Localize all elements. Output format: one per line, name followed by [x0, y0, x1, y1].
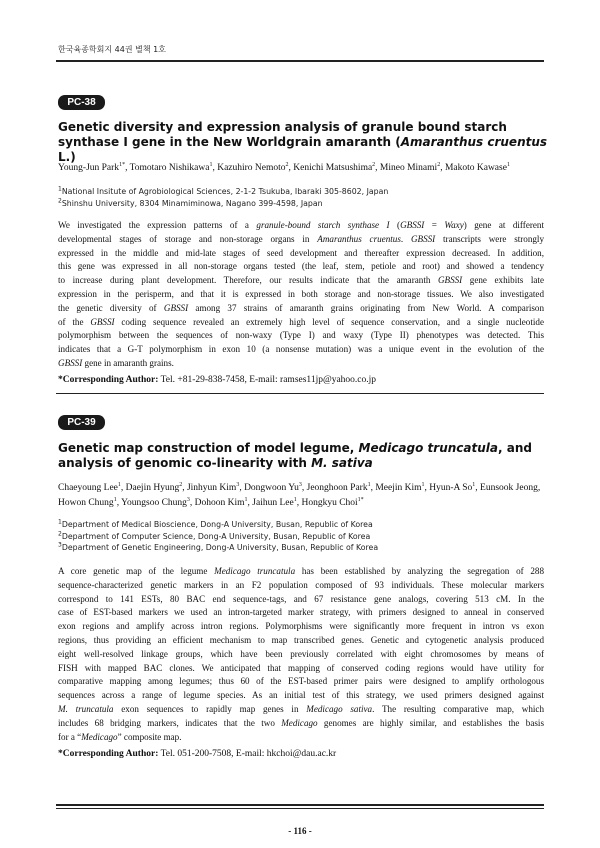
- authors: Young-Jun Park$^{1*}$, Tomotaro Nishikawa$^1$, Kazuhiro Nemoto$^2$, Kenichi Matsushima$^2$, Mineo Minami$^2$, Makoto Kawase$^1$: [58, 161, 510, 173]
- header-rule: [56, 60, 544, 62]
- abstract-line: FISH with mapped BAC clones. We anticipated that mapping of conserved coding regions would have utility for: [58, 662, 544, 673]
- title-text: Genetic map construction of model legume,: [58, 441, 359, 455]
- entry-title: [58, 120, 548, 165]
- abstract-line: of the GBSSI coding sequence revealed an extremely high level of sequence conservation, and a single nucleotide: [58, 316, 544, 327]
- affiliations: [58, 186, 544, 209]
- affiliations: [58, 519, 544, 554]
- corresponding-label: *Corresponding Author:: [58, 749, 159, 759]
- abstract-line: GBSSI gene in amaranth grains.: [58, 357, 174, 368]
- title-text: , and analysis of genomic co-linearity with: [58, 441, 532, 470]
- abstract-line: sequence-characterized genetic markers in an F2 population composed of 93 individuals. These molecular markers: [58, 579, 544, 590]
- affiliation: $^2$Shinshu University, 8304 Minamiminowa, Nagano 399-4598, Japan: [58, 196, 323, 208]
- abstract-line: developmental stages of storage and non-storage organs in Amaranthus cruentus. GBSSI transcripts were strongly: [58, 233, 544, 244]
- corresponding-author: [58, 749, 544, 759]
- title-italic: Medicago truncatula: [358, 441, 498, 455]
- affiliation: $^1$National Insitute of Agrobiological Sciences, 2-1-2 Tsukuba, Ibaraki 305-8602, Japan: [58, 185, 389, 196]
- corresponding-contact: Tel. 051-200-7508, E-mail: hkchoi@dau.ac.kr: [158, 749, 337, 759]
- page-number: - 116 -: [288, 826, 312, 836]
- title-text: Genetic diversity and expression analysis of granule bound starch synthase I gene in the New Worldgrain amaranth (: [58, 120, 507, 149]
- abstract: [58, 219, 544, 371]
- abstract-line: includes 68 bridging markers, indicates that the two Medicago genomes are highly similar, and establishes the basis: [58, 717, 544, 728]
- corresponding-label: *Corresponding Author:: [58, 375, 159, 385]
- abstract-line: A core genetic map of the legume Medicago truncatula has been established by analyzing the segregation of 288: [58, 566, 545, 576]
- footer-rule: [56, 804, 544, 806]
- authors: Chaeyoung Lee$^1$, Daejin Hyung$^2$, Jinhyun Kim$^3$, Dongwoon Yu$^3$, Jeonghoon Park$^1$, Meejin Kim$^1$, Hyun-A So$^1$, Eunsook Jeong, Howon Chung$^1$, Youngsoo Chung$^3$, Dohoon Kim$^1$, Jaihun Lee$^1$, Hongkyu Choi$^{1*}$: [58, 481, 541, 508]
- abstract-line: M. truncatula exon sequences to rapidly map genes in Medicago sativa. The resulting comparative map, which: [58, 703, 545, 714]
- abstract-line: case of EST-based markers we used an intron-targeted marker strategy, with primers designed to anneal in conserved: [58, 607, 544, 618]
- abstract-line: We investigated the expression patterns of a granule-bound starch synthase I (GBSSI = Waxy) gene at different: [58, 220, 544, 230]
- abstract-line: eight well-resolved linkage groups, which have been previously correlated with eight chromosomes by means of: [58, 648, 544, 659]
- abstract-line: to increase during plant development. Therefore, our results indicate that the amaranth GBSSI gene exhibits late: [58, 275, 544, 286]
- journal-header: 한국육종학회지 44권 별책 1호: [58, 45, 166, 54]
- entry-code-badge: PC-39: [58, 415, 105, 430]
- abstract-line: indicates that a G-T polymorphism in exon 10 (a nonsense mutation) was a unique event in the evolution of the: [58, 344, 544, 355]
- title-italic: Amaranthus cruentus: [400, 135, 548, 149]
- corresponding-author: [58, 375, 544, 385]
- footer-rule-thin: [56, 808, 544, 809]
- entry-title: [58, 441, 548, 471]
- abstract-line: polymorphism between the sequences of non-waxy (Type I) and waxy (Type II) phenotypes was detected. This: [58, 330, 544, 341]
- title-italic: M. sativa: [311, 456, 373, 470]
- abstract-line: expression in the perisperm, and that it is expressed in both storage and non-storage tissues. We also investigated: [58, 288, 544, 299]
- abstract-line: correspond to 141 ESTs, 80 BAC end sequence-tags, and 67 resistance gene analogs, covering 513 cM. In the: [58, 593, 544, 604]
- corresponding-contact: Tel. +81-29-838-7458, E-mail: ramses11jp@yahoo.co.jp: [158, 375, 377, 385]
- abstract-line: comparative mapping among legumes; thus 60 of the EST-based primer pairs were designed to amplify orthologous: [58, 676, 544, 687]
- section-divider: [56, 393, 544, 394]
- affiliation: $^1$Department of Medical Bioscience, Dong-A University, Busan, Republic of Korea: [58, 518, 373, 529]
- abstract-line: for a “Medicago” composite map.: [58, 731, 182, 742]
- abstract-line: the genetic diversity of GBSSI among 37 strains of amaranth grains originating from New World. A comparison: [58, 302, 545, 313]
- abstract-line: this gene was expressed in all non-storage organs tested (the leaf, stem, petiole and root) and showed a tendency: [58, 261, 544, 272]
- abstract-line: sequences across a range of legume species. As an initial test of this strategy, we used primers designed against: [58, 690, 544, 701]
- entry-code-badge: PC-38: [58, 95, 105, 110]
- abstract: [58, 565, 544, 744]
- affiliation: $^2$Department of Computer Science, Dong-A University, Busan, Republic of Korea: [58, 529, 371, 541]
- title-text: L.): [58, 150, 76, 164]
- abstract-line: exon regions and amplify across intron regions. Polymorphisms were significantly more frequent in intron vs exon: [58, 621, 544, 632]
- affiliation: $^3$Department of Genetic Engineering, Dong-A University, Busan, Republic of Korea: [58, 541, 379, 552]
- abstract-line: expressed in the middle and mid-late stages of seed development and thereafter expression decreased. In addition,: [58, 247, 544, 258]
- abstract-line: regions, thus providing an efficient mechanism to map transcribed genes. Genetic and cytogenetic analysis produced: [58, 634, 544, 645]
